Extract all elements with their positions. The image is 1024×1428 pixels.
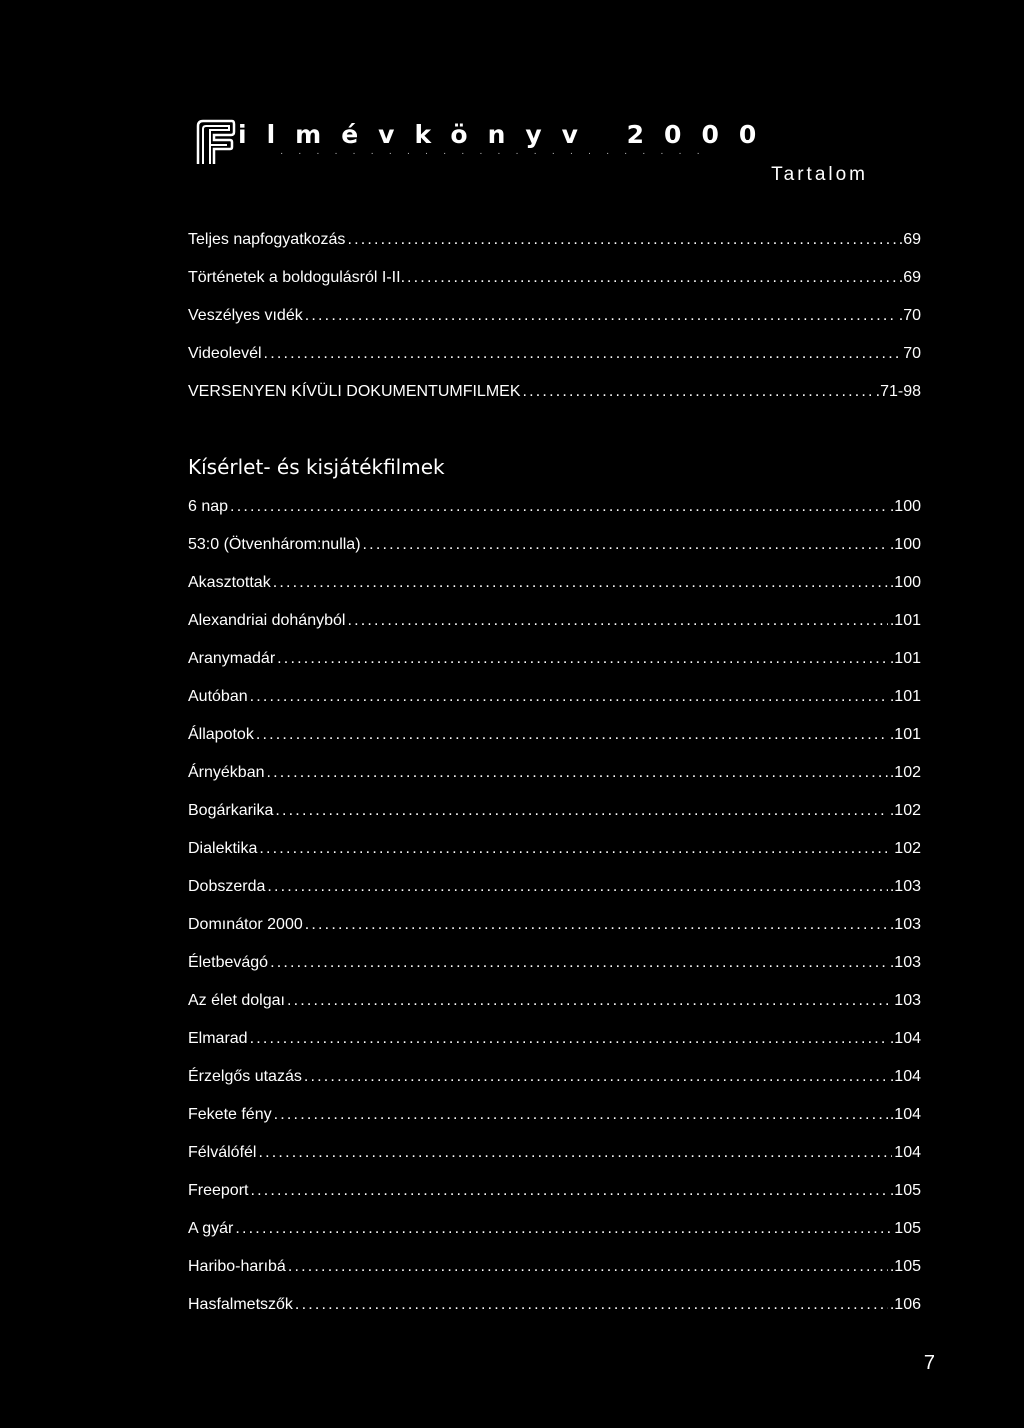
entry-page: .104 <box>889 1106 921 1123</box>
dot-leader <box>363 533 888 557</box>
toc-entry <box>188 380 921 404</box>
entry-title: Autóban <box>188 688 248 705</box>
entry-page: .69 <box>898 231 921 248</box>
decorative-dots: · · · · · · · · · · · · · · · · · · · · · · · · <box>280 148 706 159</box>
toc-entry <box>188 1027 921 1051</box>
entry-title: Teljes napfogyatkozás <box>188 231 346 248</box>
entry-title: Érzelgős utazás <box>188 1068 302 1085</box>
entry-title: Dialektika <box>188 840 258 857</box>
entry-page: .103 <box>889 954 921 971</box>
entry-title: Freeport <box>188 1182 249 1199</box>
entry-page: .71-98 <box>875 383 921 400</box>
entry-title: 6 nap <box>188 498 229 515</box>
toc-entry <box>188 723 921 747</box>
toc-entry <box>188 685 921 709</box>
toc-entry <box>188 913 921 937</box>
entry-page: 105 <box>894 1220 921 1237</box>
dot-leader <box>258 1141 892 1165</box>
entry-page: .105 <box>889 1182 921 1199</box>
entry-title: Domınátor 2000 <box>188 916 303 933</box>
entry-title: Fekete fény <box>188 1106 272 1123</box>
dot-leader <box>288 1255 888 1279</box>
entry-page: .104 <box>889 1068 921 1085</box>
entry-title: Az élet dolgaı <box>188 992 285 1009</box>
dot-leader <box>250 685 888 709</box>
toc-entry <box>188 609 921 633</box>
toc-entry <box>188 989 921 1013</box>
entry-page: .100 <box>889 574 921 591</box>
dot-leader <box>304 1065 888 1089</box>
dot-leader <box>235 1217 892 1241</box>
toc-entry <box>188 1217 921 1241</box>
entry-page: 102 <box>894 840 921 857</box>
entry-title: Életbevágó <box>188 954 269 971</box>
dot-leader <box>264 342 902 366</box>
entry-title: Haribo-harıbá <box>188 1258 286 1275</box>
dot-leader <box>274 1103 888 1127</box>
dot-leader <box>267 875 887 899</box>
entry-title: A gyár <box>188 1220 234 1237</box>
toc-entry <box>188 1293 921 1317</box>
entry-title: Bogárkarika <box>188 802 274 819</box>
toc-entry <box>188 571 921 595</box>
dot-leader <box>295 1293 888 1317</box>
entry-title: Akasztottak <box>188 574 271 591</box>
toc-entry <box>188 266 921 290</box>
dot-leader <box>267 761 888 785</box>
toc-entry <box>188 951 921 975</box>
dot-leader <box>270 951 888 975</box>
dot-leader <box>259 837 892 861</box>
dot-leader <box>250 1027 888 1051</box>
entry-title: Elmarad <box>188 1030 248 1047</box>
toc-entry <box>188 228 921 252</box>
toc-entry <box>188 495 921 519</box>
toc-entry <box>188 837 921 861</box>
entry-page: .106 <box>889 1296 921 1313</box>
entry-page: .102 <box>889 802 921 819</box>
entry-page: .70 <box>898 307 921 324</box>
entry-title: Állapotok <box>188 726 254 743</box>
page-number: 7 <box>923 1352 935 1374</box>
entry-page: .69 <box>898 269 921 286</box>
toc-entry <box>188 761 921 785</box>
entry-title: Veszélyes vıdék <box>188 307 303 324</box>
section-heading: Kísérlet- és kisjátékfilmek <box>188 455 445 479</box>
section-label: Tartalom <box>771 164 868 185</box>
dot-leader <box>347 228 896 252</box>
entry-page: .102 <box>889 764 921 781</box>
dot-leader <box>347 609 887 633</box>
entry-page: .103 <box>889 916 921 933</box>
toc-entry <box>188 342 921 366</box>
dot-leader <box>287 989 892 1013</box>
entry-title: Félválófél <box>188 1144 257 1161</box>
dot-leader <box>305 304 897 328</box>
toc-entry <box>188 304 921 328</box>
entry-title: Alexandriai dohányból <box>188 612 346 629</box>
entry-title: Hasfalmetszők <box>188 1296 293 1313</box>
toc-entry <box>188 1141 921 1165</box>
entry-page: 104 <box>894 1144 921 1161</box>
entry-page: .101 <box>889 612 921 629</box>
dot-leader <box>273 571 888 595</box>
entry-page: 70 <box>903 345 921 362</box>
toc-entry <box>188 875 921 899</box>
yearbook-title: ilmévkönyv 2000 <box>238 120 777 149</box>
dot-leader <box>305 913 888 937</box>
entry-page: .101 <box>889 688 921 705</box>
entry-title: Videolevél <box>188 345 262 362</box>
toc-entry <box>188 799 921 823</box>
toc-entry <box>188 1065 921 1089</box>
entry-page: .101 <box>889 650 921 667</box>
dot-leader <box>277 647 888 671</box>
toc-entry <box>188 533 921 557</box>
entry-page: .105 <box>889 1258 921 1275</box>
entry-page: .100 <box>889 536 921 553</box>
toc-entry <box>188 1103 921 1127</box>
dot-leader <box>256 723 888 747</box>
dot-leader <box>523 380 874 404</box>
entry-page: .103 <box>889 878 921 895</box>
entry-title: Árnyékban <box>188 764 265 781</box>
page-header <box>194 118 954 198</box>
dot-leader <box>250 1179 887 1203</box>
entry-title: 53:0 (Ötvenhárom:nulla) <box>188 536 361 553</box>
entry-title: Történetek a boldogulásról I-II. <box>188 269 406 286</box>
entry-title: Aranymadár <box>188 650 276 667</box>
film-yearbook-logo-icon <box>194 118 236 166</box>
toc-entry <box>188 647 921 671</box>
entry-page: 103 <box>894 992 921 1009</box>
toc-entry <box>188 1179 921 1203</box>
entry-title: VERSENYEN KÍVÜLI DOKUMENTUMFILMEK <box>188 383 521 400</box>
entry-title: Dobszerda <box>188 878 266 895</box>
dot-leader <box>275 799 887 823</box>
dot-leader <box>407 266 897 290</box>
entry-page: .104 <box>889 1030 921 1047</box>
entry-page: .100 <box>889 498 921 515</box>
dot-leader <box>230 495 888 519</box>
toc-entry <box>188 1255 921 1279</box>
entry-page: .101 <box>889 726 921 743</box>
